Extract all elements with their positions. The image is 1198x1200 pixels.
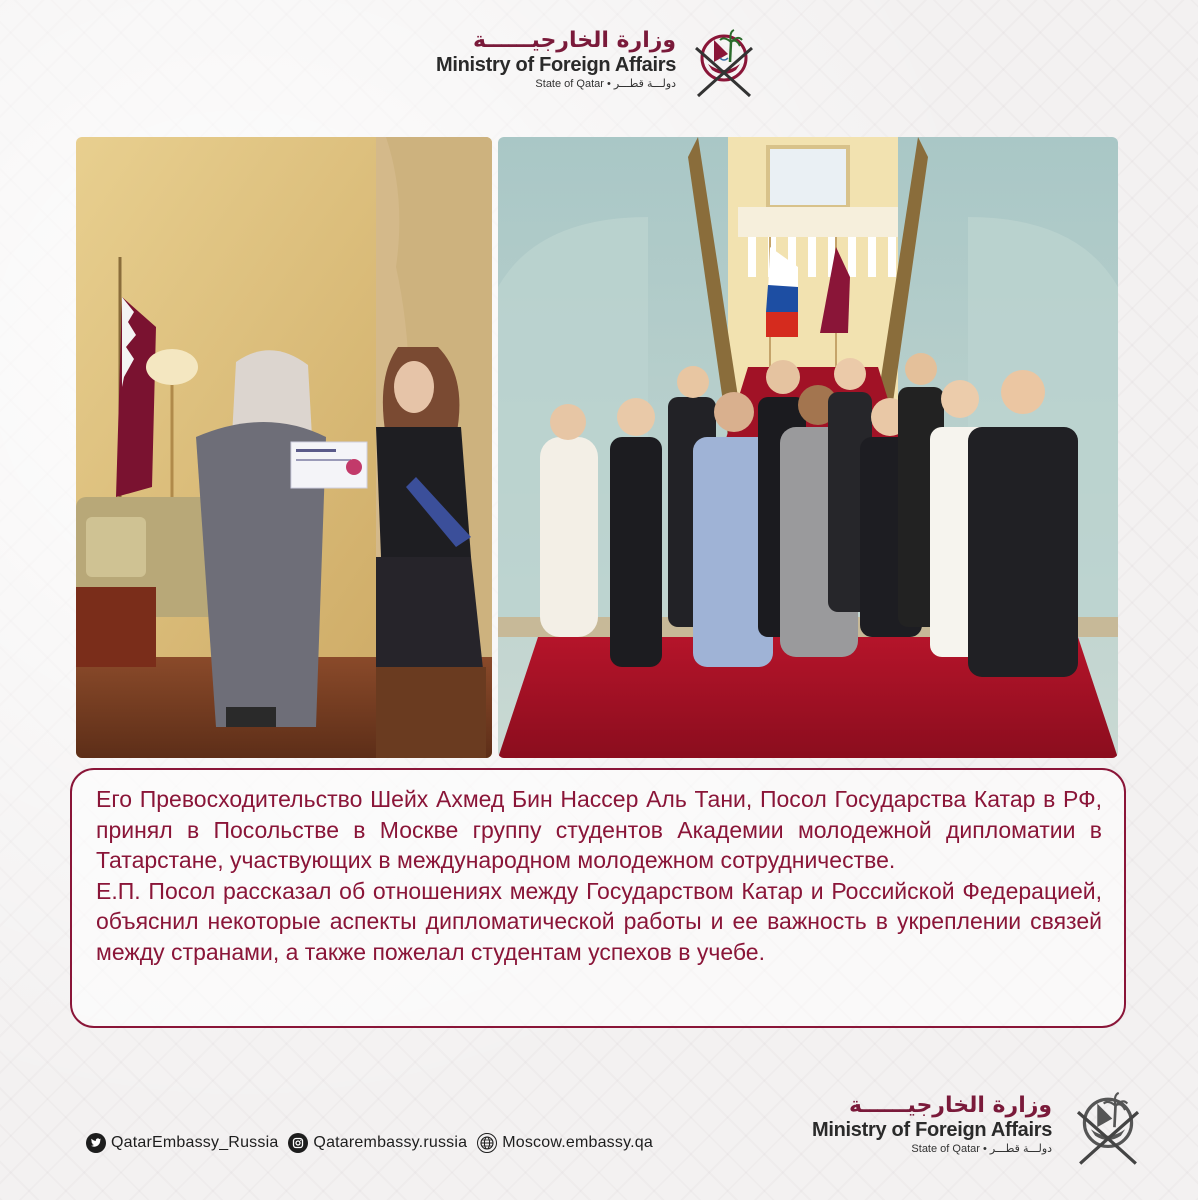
ministry-name-arabic: وزارة الخارجيــــــة (849, 1093, 1053, 1118)
website-url: Moscow.embassy.qa (502, 1134, 653, 1151)
caption-paragraph-1: Его Превосходительство Шейх Ахмед Бин Нассер Аль Тани, Посол Государства Катар в РФ, принял в Посольстве в Москве группу студентов Академии молодежной дипломатии в Татарстане, участвующих в международном молодежном сотрудничестве. (96, 786, 1102, 873)
qatar-emblem-icon (1060, 1080, 1156, 1170)
photo-group-on-staircase (498, 137, 1118, 758)
ministry-name-english: Ministry of Foreign Affairs (812, 1119, 1053, 1141)
caption-box (70, 768, 1126, 1028)
ministry-logo-header (436, 18, 764, 102)
state-of-qatar-label: State of Qatar • دولـــة قطـــر (535, 78, 677, 90)
state-of-qatar-label: State of Qatar • دولـــة قطـــر (911, 1143, 1053, 1155)
social-links (86, 1133, 663, 1153)
twitter-icon (86, 1133, 106, 1153)
instagram-handle: Qatarembassy.russia (313, 1134, 468, 1151)
instagram-link[interactable] (288, 1133, 467, 1153)
twitter-link[interactable] (86, 1133, 278, 1153)
instagram-icon (288, 1133, 308, 1153)
ministry-name-english: Ministry of Foreign Affairs (436, 54, 677, 76)
ministry-name-arabic: وزارة الخارجيــــــة (473, 28, 677, 53)
caption-paragraph-2: Е.П. Посол рассказал об отношениях между Государством Катар и Российской Федерацией, объяснил некоторые аспекты дипломатической работы и ее важность в укреплении связей между странами, а также пожелал студентам успехов в учебе. (96, 877, 1102, 965)
website-link[interactable] (477, 1133, 653, 1153)
globe-icon (477, 1133, 497, 1153)
qatar-emblem-icon (684, 18, 764, 102)
ministry-logo-footer (812, 1080, 1156, 1170)
twitter-handle: QatarEmbassy_Russia (111, 1134, 279, 1151)
photo-ambassador-handing-certificate (76, 137, 492, 758)
